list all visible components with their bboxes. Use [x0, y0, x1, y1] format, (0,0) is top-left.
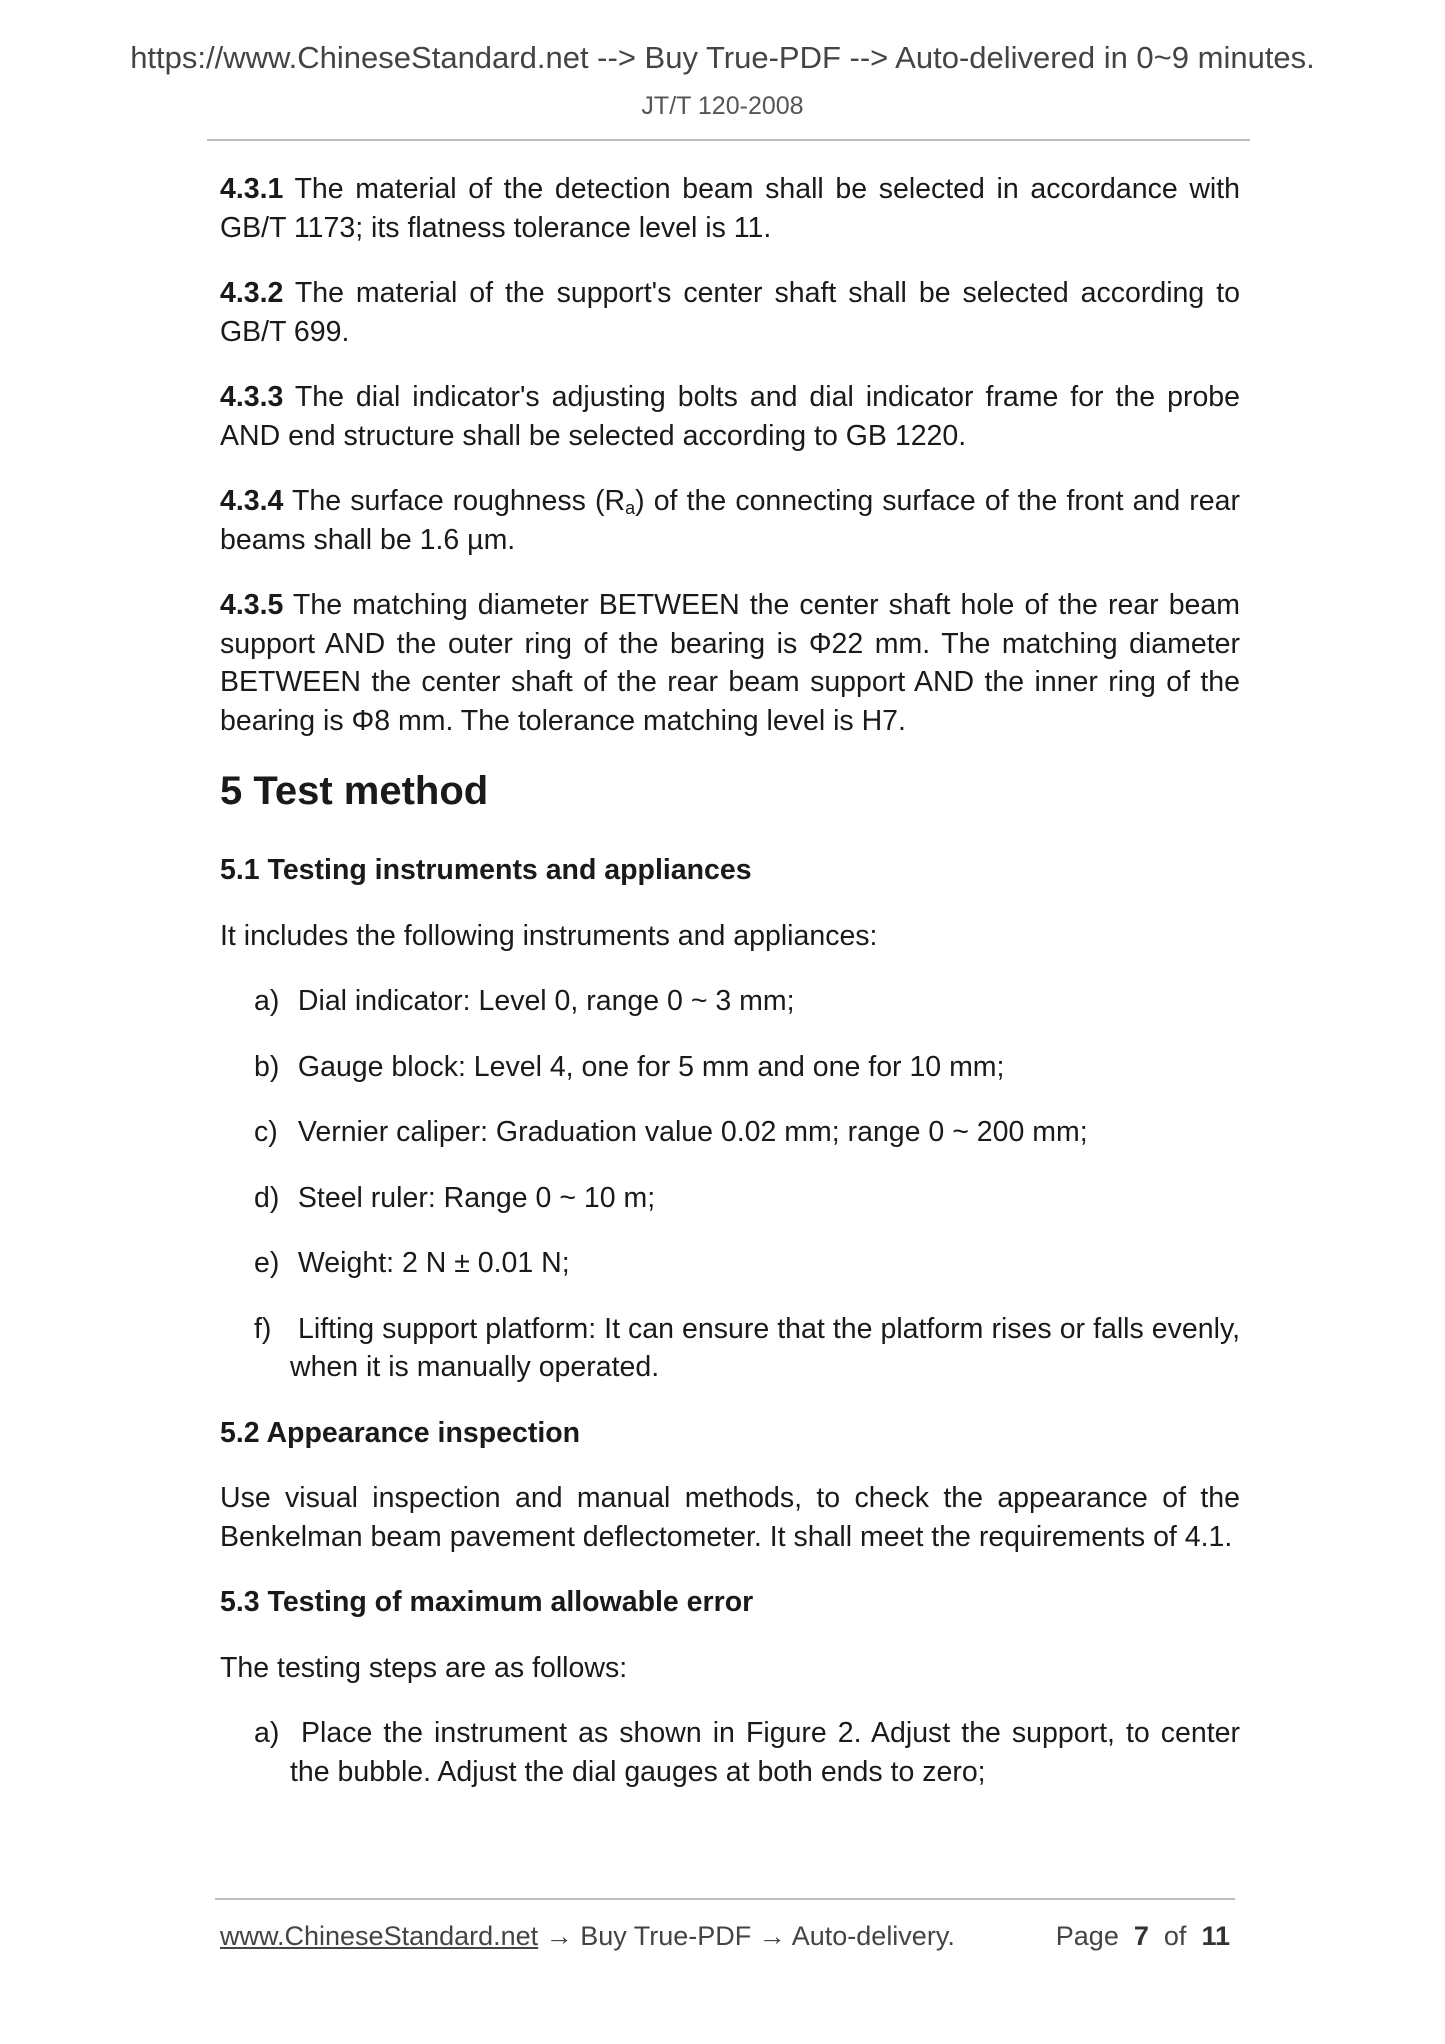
- list-item-label: c): [254, 1116, 278, 1148]
- list-item-label: f): [254, 1312, 272, 1345]
- list-item: [254, 1048, 1240, 1087]
- list-item: [254, 1244, 1240, 1283]
- list-item-label: e): [254, 1247, 280, 1279]
- clause-text: The material of the detection beam shall be selected in accordance with GB/T 1173; its flatness tolerance level is 11.: [220, 173, 1240, 244]
- page-number: [1056, 1921, 1230, 1952]
- clause-4-3-4: [220, 482, 1240, 559]
- list-item: [254, 1113, 1240, 1152]
- list-item: [254, 1310, 1240, 1387]
- page-footer: [220, 1921, 1230, 1952]
- footer-tagline: → Buy True-PDF → Auto-delivery.: [538, 1921, 955, 1951]
- section-5-1-intro: It includes the following instruments and appliances:: [220, 919, 878, 952]
- clause-number: 4.3.2: [220, 277, 284, 309]
- header-banner: https://www.ChineseStandard.net --> Buy True-PDF --> Auto-delivered in 0~9 minutes.: [130, 40, 1315, 75]
- list-item-text: Lifting support platform: It can ensure that the platform rises or falls evenly, when it is manually operated.: [290, 1312, 1240, 1383]
- roughness-subscript: a: [625, 498, 636, 518]
- list-item-text: Vernier caliper: Graduation value 0.02 mm; range 0 ~ 200 mm;: [297, 1116, 1088, 1148]
- page-word: Page: [1055, 1921, 1119, 1951]
- current-page: 7: [1133, 1921, 1149, 1951]
- list-item: [254, 982, 1240, 1021]
- clause-text: The surface roughness (R: [283, 485, 626, 517]
- header-divider: [207, 139, 1250, 141]
- list-item-label: d): [254, 1181, 280, 1214]
- footer-site-link[interactable]: www.ChineseStandard.net: [220, 1921, 539, 1951]
- list-item-text: Weight: 2 N ± 0.01 N;: [297, 1247, 570, 1279]
- clause-4-3-1: [220, 170, 1240, 247]
- clause-4-3-3: [220, 378, 1240, 455]
- list-item: [254, 1179, 1240, 1218]
- list-item: [254, 1714, 1240, 1791]
- clause-text: The material of the support's center shaft shall be selected according to GB/T 699.: [220, 277, 1240, 348]
- list-item-label: a): [254, 985, 280, 1017]
- list-item-text: Steel ruler: Range 0 ~ 10 m;: [297, 1181, 656, 1214]
- clause-text: ) of the connecting surface of the front and rear beams shall be 1.6 µm.: [220, 485, 1240, 556]
- standard-code: JT/T 120-2008: [641, 92, 804, 120]
- section-5-2-heading: 5.2 Appearance inspection: [220, 1416, 581, 1449]
- footer-divider: [215, 1898, 1235, 1900]
- clause-text: The dial indicator's adjusting bolts and dial indicator frame for the probe AND end structure shall be selected according to GB 1220.: [220, 381, 1240, 452]
- clause-number: 4.3.3: [220, 381, 284, 413]
- clause-number: 4.3.5: [220, 589, 284, 621]
- section-5-1-heading: 5.1 Testing instruments and appliances: [220, 854, 752, 886]
- list-item-text: Gauge block: Level 4, one for 5 mm and one for 10 mm;: [297, 1050, 1005, 1083]
- clause-text: The matching diameter BETWEEN the center shaft hole of the rear beam support AND the outer ring of the bearing is Φ22 mm. The matching diameter BETWEEN the center shaft of the rear beam support AND the inner ring of the bearing is Φ8 mm. The tolerance matching level is H7.: [220, 589, 1240, 737]
- clause-4-3-5: [220, 586, 1240, 740]
- clause-number: 4.3.4: [220, 485, 284, 517]
- page-body: [220, 170, 1240, 1818]
- of-word: of: [1163, 1921, 1187, 1951]
- section-5-heading: 5 Test method: [220, 769, 489, 813]
- total-pages: 11: [1201, 1921, 1230, 1951]
- list-item-text: Place the instrument as shown in Figure 2. Adjust the support, to center the bubble. Adjust the dial gauges at both ends to zero;: [290, 1717, 1240, 1788]
- clause-4-3-2: [220, 274, 1240, 351]
- list-item-label: b): [254, 1050, 280, 1083]
- list-item-label: a): [254, 1717, 280, 1749]
- clause-number: 4.3.1: [220, 173, 284, 205]
- section-5-2-text: Use visual inspection and manual methods, to check the appearance of the Benkelman beam pavement deflectometer. It shall meet the requirements of 4.1.: [220, 1482, 1240, 1553]
- section-5-3-heading: 5.3 Testing of maximum allowable error: [220, 1586, 754, 1618]
- list-item-text: Dial indicator: Level 0, range 0 ~ 3 mm;: [297, 985, 795, 1017]
- section-5-3-intro: The testing steps are as follows:: [220, 1651, 628, 1684]
